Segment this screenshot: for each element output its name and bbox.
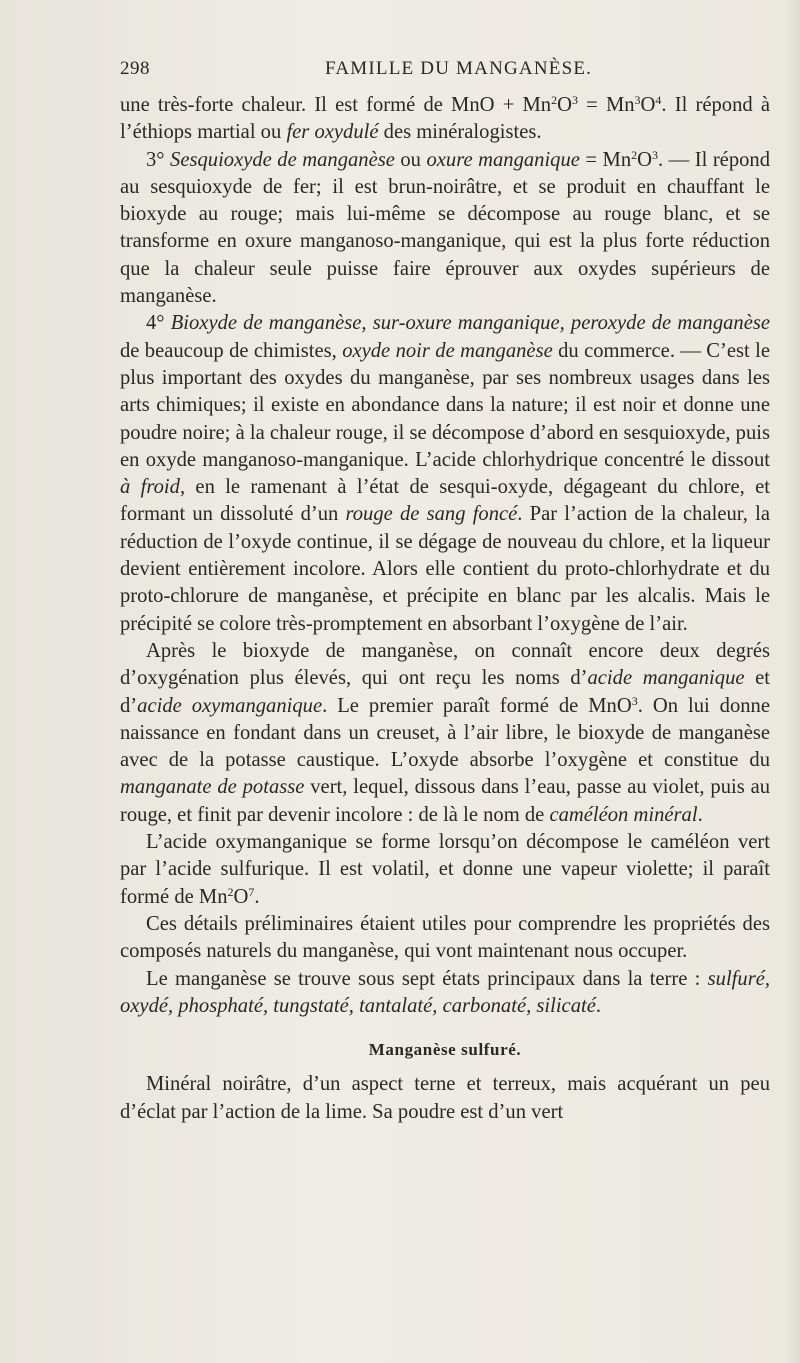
text-run: O	[557, 94, 572, 116]
superscript: 3	[631, 693, 638, 708]
italic-term: rouge de sang foncé	[345, 503, 518, 526]
superscript: 3	[571, 93, 578, 107]
italic-term: sulfuré, oxydé, phosphaté, tungstaté, tantalaté, carbonaté, silicaté	[120, 967, 770, 1017]
superscript: 2	[227, 884, 234, 899]
text-run: = Mn	[577, 94, 635, 116]
text-run: . Le premier paraît formé de MnO	[322, 694, 632, 717]
text-run: .	[595, 994, 602, 1017]
text-run: du commerce. — C’est le plus important des oxydes du manganèse, par ses nombreux usages dans les arts chimiques; il existe en abondance dans la nature; il est noir et donne une poudre noire; à la chaleur rouge, il se décompose d’abord en sesquioxyde, puis en oxyde manganoso-manganique. L’acide chlorhydrique concentré le dissout	[120, 339, 770, 471]
superscript: 2	[551, 93, 558, 107]
running-head: FAMILLE DU MANGANÈSE.	[325, 58, 593, 79]
text-run: ou	[394, 148, 427, 171]
italic-term: fer oxydulé	[286, 121, 379, 144]
text-run: . Il répond à l’éthiops martial ou	[120, 94, 770, 144]
text-run: = Mn	[579, 148, 632, 171]
italic-term: manganate de potasse	[120, 776, 305, 799]
paragraph	[120, 911, 770, 966]
text-run: Ces détails préliminaires étaient utiles pour comprendre les propriétés des composés naturels du manganèse, qui vont maintenant nous occuper.	[120, 912, 770, 963]
text-run: de beaucoup de chimistes,	[120, 339, 343, 362]
superscript: 4	[655, 93, 662, 107]
paragraph	[120, 829, 770, 911]
superscript: 3	[652, 147, 659, 162]
superscript: 2	[631, 147, 638, 162]
italic-term: acide manganique	[587, 667, 745, 690]
paragraph	[120, 92, 770, 147]
text-run: des minéralogistes.	[378, 121, 542, 144]
paragraph	[120, 638, 770, 829]
text-run: Minéral noirâtre, d’un aspect terne et terreux, mais acquérant un peu d’éclat par l’action de la lime. Sa poudre est d’un vert	[120, 1073, 770, 1123]
text-run: Après le bioxyde de manganèse, on connaît encore deux degrés d’oxygénation plus élevés, qui ont reçu les noms d’	[120, 639, 770, 690]
text-run: , en le ramenant à l’état de sesqui-oxyde, dégageant du chlore, et formant un dissoluté d’un	[120, 476, 770, 526]
italic-term: Bioxyde de manganèse, sur-oxure manganique, peroxyde de manganèse	[170, 312, 770, 335]
section-heading: Manganèse sulfuré.	[368, 1040, 522, 1060]
page-number: 298	[120, 58, 150, 79]
text-run: une très-forte chaleur. Il est formé de MnO + Mn	[120, 94, 552, 116]
page-edge-shadow	[786, 0, 800, 1363]
superscript: 3	[634, 93, 641, 107]
text-run: .	[254, 885, 260, 908]
paragraph	[120, 147, 770, 311]
text-run: . — Il répond au sesquioxyde de fer; il est brun-noirâtre, et se produit en chauffant le bioxyde au rouge; mais lui-même se décompose au rouge blanc, et se transforme en oxure manganoso-manganique, qui est la plus forte réduction que la chaleur seule puisse faire éprouver aux oxydes supérieurs de manganèse.	[120, 148, 771, 308]
paragraph	[120, 1071, 770, 1126]
italic-term: acide oxymanganique	[137, 694, 323, 717]
page-header	[120, 58, 760, 88]
text-run: .	[697, 803, 703, 826]
text-run: vert, lequel, dissous dans l’eau, passe au violet, puis au rouge, et finit par devenir incolore : de là le nom de	[120, 776, 771, 826]
text-run: Le manganèse se trouve sous sept états principaux dans la terre :	[146, 967, 708, 990]
text-run: O	[233, 885, 249, 908]
text-run: . On lui donne naissance en fondant dans un creuset, à l’air libre, le bioxyde de manganèse avec de la potasse caustique. L’oxyde absorbe l’oxygène et constitue du	[120, 694, 770, 772]
body-text	[120, 92, 770, 1126]
text-run: et d’	[120, 667, 771, 717]
text-run: 3°	[146, 148, 171, 171]
italic-term: caméléon minéral	[549, 803, 698, 826]
italic-term: oxyde noir de manganèse	[342, 339, 553, 362]
text-run: . Par l’action de la chaleur, la réduction de l’oxyde continue, il se dégage de nouveau du chlore, et la liqueur devient entièrement incolore. Alors elle contient du proto-chlorhydrate et du proto-chlorure de manganèse, et précipite en blanc par les alcalis. Mais le précipité se colore très-promptement en absorbant l’oxygène de l’air.	[120, 503, 770, 635]
superscript: 7	[248, 884, 255, 899]
italic-term: oxure manganique	[426, 148, 580, 171]
text-run: 4°	[146, 312, 171, 335]
text-run: O	[640, 94, 656, 116]
text-run: L’acide oxymanganique se forme lorsqu’on décompose le caméléon vert par l’acide sulfurique. Il est volatil, et donne une vapeur violette; il paraît formé de Mn	[120, 831, 770, 908]
paragraph	[120, 310, 770, 638]
paragraph	[120, 966, 770, 1021]
text-run: O	[637, 148, 653, 171]
italic-term: à froid	[120, 476, 180, 499]
italic-term: Sesquioxyde de manganèse	[170, 148, 395, 171]
